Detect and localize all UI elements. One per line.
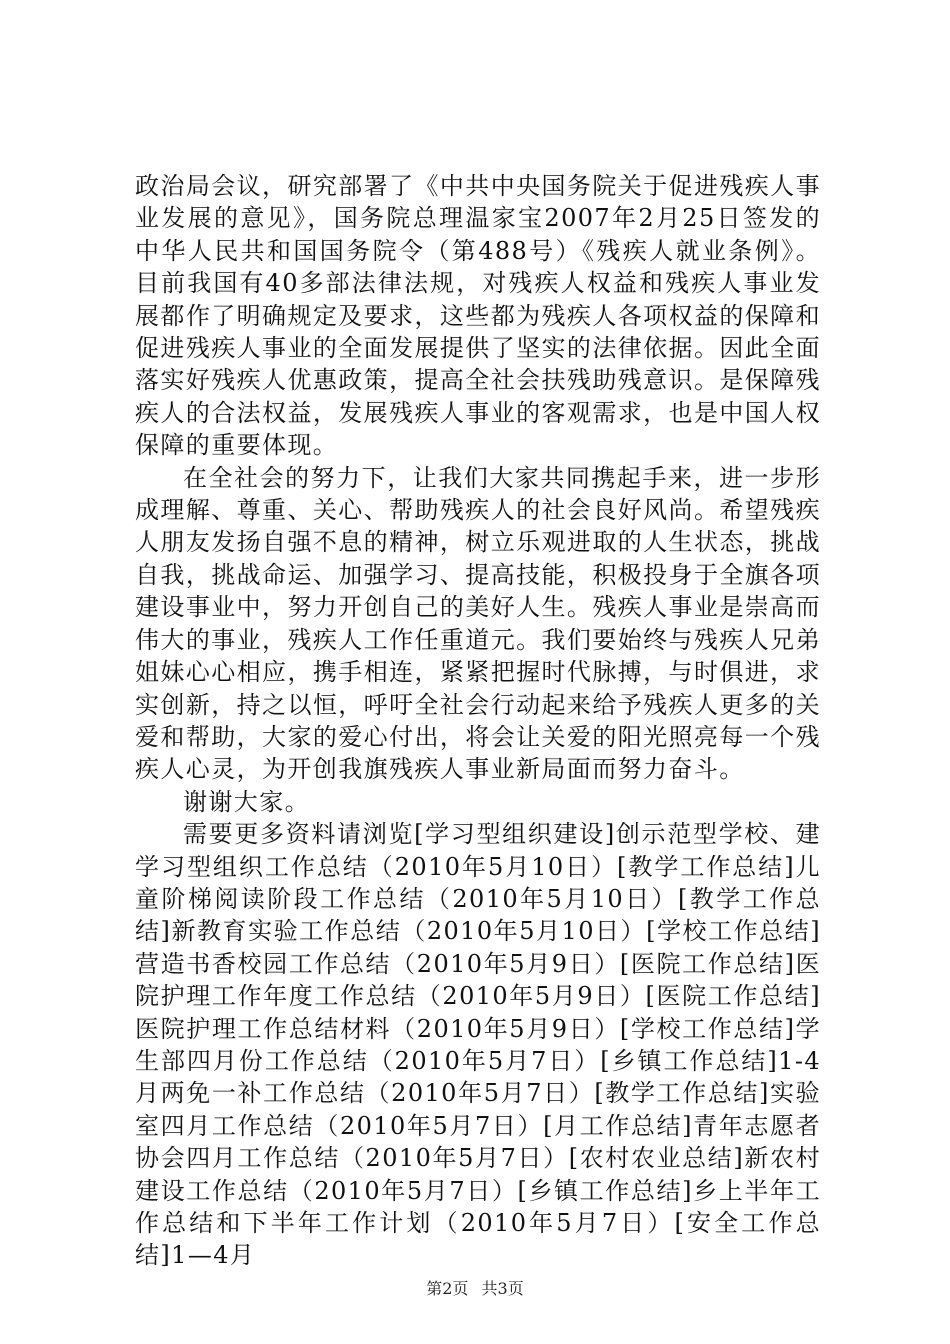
- page-number: 第2页: [426, 1279, 469, 1298]
- paragraph-appeal: 在全社会的努力下，让我们大家共同携起手来，进一步形成理解、尊重、关心、帮助残疾人的社会良好风尚。希望残疾人朋友发扬自强不息的精神，树立乐观进取的人生状态，挑战自我，挑战命运、加强学习、提高技能，积极投身于全旗各项建设事业中，努力开创自己的美好人生。残疾人事业是崇高而伟大的事业，残疾人工作任重道元。我们要始终与残疾人兄弟姐妹心心相应，携手相连，紧紧把握时代脉搏，与时俱进，求实创新，持之以恒，呼吁全社会行动起来给予残疾人更多的关爱和帮助，大家的爱心付出，将会让关爱的阳光照亮每一个残疾人心灵，为开创我旗残疾人事业新局面而努力奋斗。: [135, 463, 821, 784]
- document-body: [135, 170, 821, 1272]
- page-total: 共3页: [481, 1279, 524, 1298]
- page-footer: [0, 1276, 950, 1299]
- paragraph-policy: 政治局会议，研究部署了《中共中央国务院关于促进残疾人事业发展的意见》，国务院总理温家宝2007年2月25日签发的中华人民共和国国务院令（第488号）《残疾人就业条例》。目前我国有40多部法律法规，对残疾人权益和残疾人事业发展都作了明确规定及要求，这些都为残疾人各项权益的保障和促进残疾人事业的全面发展提供了坚实的法律依据。因此全面落实好残疾人优惠政策，提高全社会扶残助残意识。是保障残疾人的合法权益，发展残疾人事业的客观需求，也是中国人权保障的重要体现。: [135, 172, 821, 460]
- paragraph-thanks: 谢谢大家。: [183, 787, 310, 816]
- paragraph-more-resources: 需要更多资料请浏览[学习型组织建设]创示范型学校、建学习型组织工作总结（2010年5月10日）[教学工作总结]儿童阶梯阅读阶段工作总结（2010年5月10日）[教学工作总结]新教育实验工作总结（2010年5月10日）[学校工作总结]营造书香校园工作总结（2010年5月9日）[医院工作总结]医院护理工作年度工作总结（2010年5月9日）[医院工作总结]医院护理工作总结材料（2010年5月9日）[学校工作总结]学生部四月份工作总结（2010年5月7日）[乡镇工作总结]1-4月两免一补工作总结（2010年5月7日）[教学工作总结]实验室四月工作总结（2010年5月7日）[月工作总结]青年志愿者协会四月工作总结（2010年5月7日）[农村农业总结]新农村建设工作总结（2010年5月7日）[乡镇工作总结]乡上半年工作总结和下半年工作计划（2010年5月7日）[安全工作总结]1—4月: [135, 820, 821, 1270]
